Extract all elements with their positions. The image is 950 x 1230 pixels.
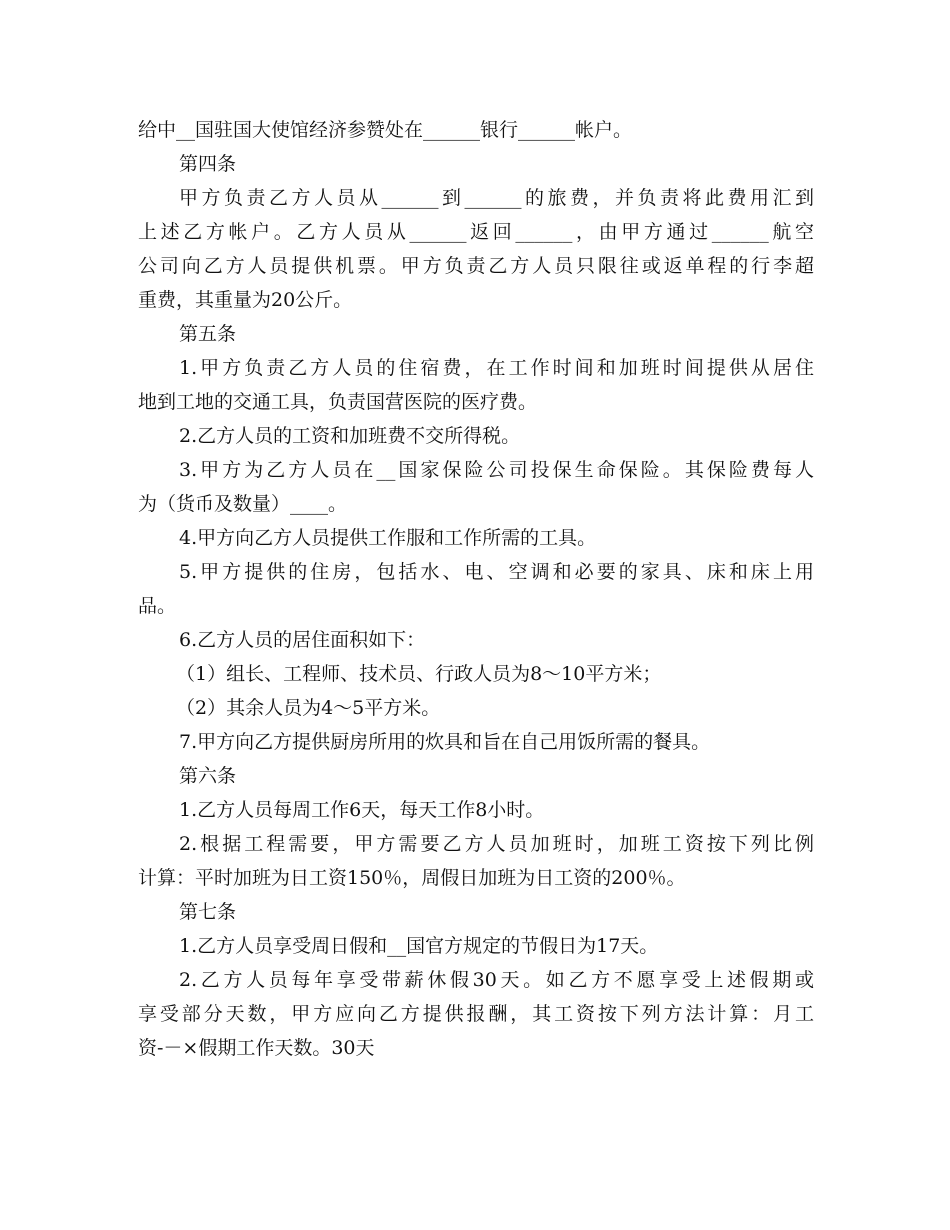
- document-page: [138, 113, 814, 1065]
- text-line: 资-－×假期工作天数。30天: [138, 1037, 375, 1059]
- text-line: 7.甲方向乙方提供厨房所用的炊具和旨在自己用饭所需的餐具。: [179, 731, 711, 753]
- text-line: 1.乙方人员每周工作6天，每天工作8小时。: [179, 799, 545, 821]
- text-line: 计算：平时加班为日工资150％，周假日加班为日工资的200％。: [138, 867, 686, 889]
- list-item: （2）其余人员为4～5平方米。: [176, 697, 441, 719]
- text-line: 给中__国驻国大使馆经济参赞处在______银行______帐户。: [138, 119, 633, 141]
- text-line: 1.乙方人员享受周日假和__国官方规定的节假日为17天。: [179, 935, 659, 957]
- text-line: 地到工地的交通工具，负责国营医院的医疗费。: [138, 391, 538, 413]
- text-line: 4.甲方向乙方人员提供工作服和工作所需的工具。: [179, 527, 597, 549]
- text-line: 2.根据工程需要，甲方需要乙方人员加班时，加班工资按下列比例: [179, 833, 814, 855]
- list-item: （1）组长、工程师、技术员、行政人员为8～10平方米；: [176, 663, 662, 685]
- text-line: 1.甲方负责乙方人员的住宿费，在工作时间和加班时间提供从居住: [179, 357, 814, 379]
- text-line: 2.乙方人员每年享受带薪休假30天。如乙方不愿享受上述假期或: [179, 969, 814, 991]
- text-line: 公司向乙方人员提供机票。甲方负责乙方人员只限往或返单程的行李超: [138, 255, 814, 277]
- text-line: 上述乙方帐户。乙方人员从______返回______，由甲方通过______航空: [138, 221, 814, 243]
- text-line: 6.乙方人员的居住面积如下：: [179, 629, 426, 651]
- text-line: 品。: [138, 595, 177, 617]
- text-line: 3.甲方为乙方人员在__国家保险公司投保生命保险。其保险费每人: [179, 459, 814, 481]
- text-line: 享受部分天数，甲方应向乙方提供报酬，其工资按下列方法计算：月工: [138, 1003, 814, 1025]
- text-line: 重费，其重量为20公斤。: [138, 289, 353, 311]
- text-line: 甲方负责乙方人员从______到______的旅费，并负责将此费用汇到: [179, 187, 814, 209]
- text-line: 5.甲方提供的住房，包括水、电、空调和必要的家具、床和床上用: [179, 561, 814, 583]
- article-heading: 第五条: [179, 323, 237, 345]
- text-line: 为（货币及数量）____。: [138, 493, 348, 515]
- article-heading: 第七条: [179, 901, 237, 923]
- text-line: 2.乙方人员的工资和加班费不交所得税。: [179, 425, 521, 447]
- article-heading: 第六条: [179, 765, 237, 787]
- article-heading: 第四条: [179, 153, 237, 175]
